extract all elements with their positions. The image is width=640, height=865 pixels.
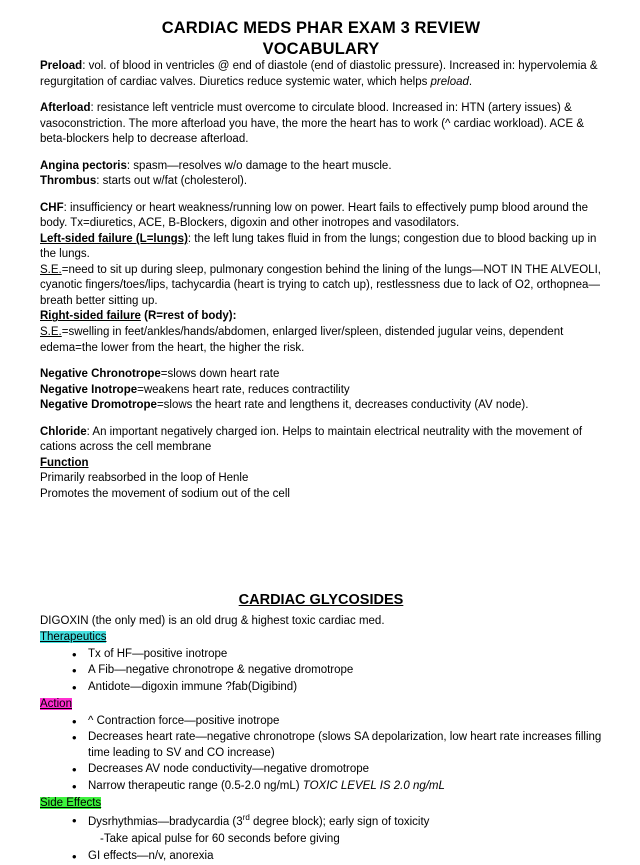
side-effects-label: Side Effects bbox=[40, 797, 102, 810]
chf-body: : insufficiency or heart weakness/running low on power. Heart fails to effectively pump blood around the body. Tx=diuretics, ACE, B-Blockers, digoxin and other inotropes and vasodilators. bbox=[40, 201, 589, 230]
left-failure-se bbox=[40, 263, 602, 310]
chloride-paragraph bbox=[40, 425, 602, 503]
thrombus-body: : starts out w/fat (cholesterol). bbox=[96, 175, 248, 188]
angina-text bbox=[40, 159, 602, 175]
list-item: • GI effects—n/v, anorexia bbox=[88, 849, 602, 865]
chloride-function-line-1: Primarily reabsorbed in the loop of Henle bbox=[40, 472, 249, 485]
dysrhythmias-pre: Dysrhythmias—bradycardia (3 bbox=[88, 815, 243, 828]
afterload-paragraph bbox=[40, 101, 602, 148]
list-item: • Antidote—digoxin immune ?fab(Digibind) bbox=[88, 680, 602, 696]
right-failure-term: Right-sided failure bbox=[40, 310, 141, 323]
cardiac-glycosides-heading: CARDIAC GLYCOSIDES bbox=[238, 592, 404, 609]
list-item: • A Fib—negative chronotrope & negative dromotrope bbox=[88, 663, 602, 679]
chloride-body: : An important negatively charged ion. Helps to maintain electrical neutrality with the movement of cations across the cell membrane bbox=[40, 425, 583, 454]
negative-inotrope-text bbox=[40, 383, 602, 399]
side-effects-label-line bbox=[40, 796, 602, 812]
chf-text bbox=[40, 201, 602, 232]
angina-body: : spasm—resolves w/o damage to the heart muscle. bbox=[126, 159, 392, 172]
list-item: • Decreases heart rate—negative chronotrope (slows SA depolarization, low heart rate increases filling time leading to SV and CO increase) bbox=[88, 730, 602, 761]
dysrhythmias-post: degree block); early sign of toxicity bbox=[249, 815, 430, 828]
negative-dromotrope-term: Negative Dromotrope bbox=[40, 399, 157, 412]
right-failure-se-label: S.E. bbox=[40, 325, 62, 338]
action-toxic-level: TOXIC LEVEL IS 2.0 ng/mL bbox=[302, 779, 445, 792]
afterload-term: Afterload bbox=[40, 102, 91, 115]
chf-paragraph bbox=[40, 201, 602, 356]
side-effects-list-2 bbox=[40, 849, 602, 865]
glycosides-intro: DIGOXIN (the only med) is an old drug & highest toxic cardiac med. bbox=[40, 614, 385, 627]
preload-body-1: : vol. of blood in ventricles @ end of diastole (end of diastolic pressure). Increased in: hypervolemia & regurgitation of cardiac valves. Diuretics reduce systemic water, which helps bbox=[40, 60, 598, 88]
left-failure-text bbox=[40, 232, 602, 263]
tropes-paragraph bbox=[40, 367, 602, 414]
list-item: • Decreases AV node conductivity—negative dromotrope bbox=[88, 762, 602, 778]
negative-dromotrope-body: =slows the heart rate and lengthens it, decreases conductivity (AV node). bbox=[156, 399, 529, 412]
right-failure-se bbox=[40, 325, 602, 356]
preload-paragraph bbox=[40, 59, 602, 90]
left-failure-se-body: =need to sit up during sleep, pulmonary congestion behind the lining of the lungs—NOT IN THE ALVEOLI, cyanotic fingers/toes/lips, tachycardia (heart is trying to catch up), restlessness due to lack of O2, orthopnea—breath better sitting up. bbox=[40, 263, 601, 307]
list-item: • ^ Contraction force—positive inotrope bbox=[88, 714, 602, 730]
negative-inotrope-term: Negative Inotrope bbox=[40, 383, 138, 396]
title-line-1: CARDIAC MEDS PHAR EXAM 3 REVIEW bbox=[161, 19, 481, 37]
angina-term: Angina pectoris bbox=[40, 159, 127, 172]
chf-term: CHF bbox=[40, 201, 64, 214]
therapeutics-list bbox=[40, 647, 602, 696]
list-item bbox=[88, 813, 602, 830]
afterload-body: : resistance left ventricle must overcome to circulate blood. Increased in: HTN (artery issues) & vasoconstriction. The more afterload you have, the more the heart has to work (^ cardiac workload). ACE & beta-blockers help to decrease afterload. bbox=[40, 102, 585, 146]
negative-chronotrope-body: =slows down heart rate bbox=[160, 368, 280, 381]
thrombus-text bbox=[40, 174, 602, 190]
negative-dromotrope-text bbox=[40, 398, 602, 414]
negative-inotrope-body: =weakens heart rate, reduces contractility bbox=[137, 383, 350, 396]
preload-text bbox=[40, 59, 602, 90]
therapeutics-label-line bbox=[40, 630, 602, 646]
list-item bbox=[88, 779, 602, 795]
right-failure-text bbox=[40, 309, 602, 325]
action-list bbox=[40, 714, 602, 795]
list-item: • Tx of HF—positive inotrope bbox=[88, 647, 602, 663]
action-label: Action bbox=[40, 698, 72, 711]
right-failure-se-body: =swelling in feet/ankles/hands/abdomen, enlarged liver/spleen, distended jugular veins, dependent edema=the lower from the heart, the higher the risk. bbox=[40, 325, 564, 354]
chloride-function-line-2: Promotes the movement of sodium out of the cell bbox=[40, 487, 290, 500]
chloride-function-heading: Function bbox=[40, 456, 89, 469]
page-title bbox=[40, 18, 602, 59]
right-failure-body: (R=rest of body): bbox=[140, 310, 237, 323]
chloride-term: Chloride bbox=[40, 425, 87, 438]
title-line-2: VOCABULARY bbox=[262, 39, 380, 58]
preload-term: Preload bbox=[40, 60, 83, 73]
therapeutics-label: Therapeutics bbox=[40, 631, 107, 644]
negative-chronotrope-term: Negative Chronotrope bbox=[40, 368, 161, 381]
section-gap bbox=[40, 513, 602, 591]
left-failure-term: Left-sided failure (L=lungs) bbox=[40, 232, 188, 245]
left-failure-body: : the left lung takes fluid in from the lungs; congestion due to blood backing up in the lungs. bbox=[40, 232, 597, 261]
chloride-text bbox=[40, 425, 602, 456]
action-range-plain: Narrow therapeutic range (0.5-2.0 ng/mL) bbox=[88, 779, 303, 792]
afterload-text bbox=[40, 101, 602, 148]
thrombus-term: Thrombus bbox=[40, 175, 97, 188]
action-label-line bbox=[40, 697, 602, 713]
dysrhythmias-ordinal: rd bbox=[242, 812, 250, 822]
left-failure-se-label: S.E. bbox=[40, 263, 62, 276]
angina-thrombus-paragraph bbox=[40, 159, 602, 190]
preload-italic: preload bbox=[430, 75, 469, 88]
apical-pulse-note: -Take apical pulse for 60 seconds before giving bbox=[100, 833, 340, 846]
negative-chronotrope-text bbox=[40, 367, 602, 383]
side-effects-list bbox=[40, 813, 602, 830]
preload-body-2: . bbox=[468, 75, 473, 88]
